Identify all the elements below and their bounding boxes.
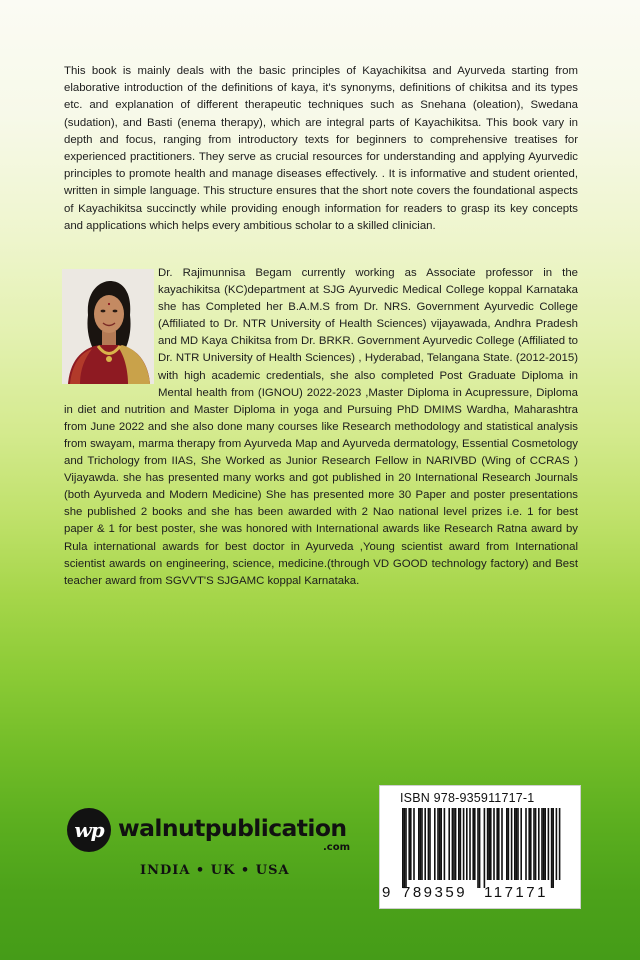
- barcode-bar: [404, 808, 406, 888]
- barcode-bar: [556, 808, 558, 880]
- barcode-bar: [477, 808, 479, 888]
- barcode-bar: [551, 808, 553, 888]
- barcode-bar: [535, 808, 537, 880]
- publisher-name: walnutpublication: [118, 814, 347, 842]
- barcode-bar: [525, 808, 527, 880]
- publisher-countries: INDIA • UK • USA: [140, 863, 290, 878]
- barcode-bar: [538, 808, 540, 880]
- barcode-bar: [452, 808, 454, 880]
- barcode-bar: [455, 808, 457, 880]
- barcode-bar: [508, 808, 510, 880]
- barcode-bar: [444, 808, 446, 880]
- barcode-bar: [484, 808, 486, 888]
- barcode-bar: [434, 808, 436, 880]
- barcode-bar: [528, 808, 530, 880]
- barcode-digits: [380, 884, 580, 904]
- barcode-bar: [458, 808, 460, 880]
- barcode-bar: [506, 808, 508, 880]
- barcode-bar: [514, 808, 516, 880]
- barcode-bar: [413, 808, 415, 880]
- barcode-bar: [544, 808, 546, 880]
- barcode-bar: [460, 808, 462, 880]
- isbn-label: ISBN 978-935911717-1: [400, 791, 535, 805]
- barcode-bar: [541, 808, 543, 880]
- barcode-bar: [421, 808, 423, 880]
- walnut-publication-icon: wp: [67, 808, 111, 852]
- barcode-bar: [498, 808, 500, 880]
- photo-spacer: [64, 265, 158, 396]
- barcode-bar: [490, 808, 492, 880]
- barcode-bar: [439, 808, 441, 880]
- author-bio: [64, 265, 578, 590]
- barcode-bar: [501, 808, 503, 880]
- barcode-bar: [493, 808, 495, 880]
- barcode-bar: [429, 808, 431, 880]
- barcode-digit-first: 9: [382, 884, 391, 901]
- barcode-bar: [405, 808, 407, 888]
- barcode-bar: [517, 808, 519, 880]
- barcode-bar: [408, 808, 410, 880]
- publisher-domain-suffix: .com: [323, 842, 351, 853]
- barcode-digits-right: 117171: [484, 884, 548, 901]
- barcode-bar: [543, 808, 545, 880]
- barcode-bar: [474, 808, 476, 880]
- barcode-bar: [469, 808, 471, 880]
- barcode-bar: [487, 808, 489, 880]
- isbn-barcode-icon: [380, 806, 580, 888]
- isbn-barcode: [379, 785, 581, 909]
- barcode-bar: [448, 808, 450, 880]
- barcode-bar: [496, 808, 498, 880]
- barcode-bar: [488, 808, 490, 880]
- barcode-bar: [453, 808, 455, 880]
- barcode-bar: [402, 808, 404, 888]
- barcode-bar: [463, 808, 465, 880]
- barcode-bar: [437, 808, 439, 880]
- barcode-bar: [472, 808, 474, 880]
- barcode-bar: [530, 808, 532, 880]
- barcode-bar: [440, 808, 442, 880]
- barcode-bar: [424, 808, 426, 880]
- barcode-bar: [552, 808, 554, 888]
- barcode-bar: [410, 808, 412, 880]
- publisher-logo: [67, 808, 367, 888]
- barcode-digits-left: 789359: [402, 884, 468, 901]
- barcode-bar: [548, 808, 550, 880]
- barcode-bar: [479, 808, 481, 888]
- book-description: This book is mainly deals with the basic principles of Kayachikitsa and Ayurveda starting from elaborative introduction of the definitions of kaya, it's synonyms, definitions of chikitsa and its types etc. and explanation of different therapeutic techniques such as Snehana (oleation), Swedana (sudation), and Basti (enema therapy), which are integral parts of Kayachikitsa. This book vary in depth and focus, ranging from introductory texts for beginners to comprehensive treatises for experienced practitioners. They serve as crucial resources for understanding and applying Ayurvedic principles to promote health and manage diseases effectively. . It is informative and student oriented, written in simple language. This structure ensures that the short note covers the foundational aspects of Kayachikitsa succinctly while providing enough information for readers to grasp its key concepts and applications which helps every ambitious scholar to a skilled clinician.: [64, 65, 578, 232]
- barcode-bar: [420, 808, 422, 880]
- barcode-bar: [466, 808, 468, 880]
- barcode-bar: [520, 808, 522, 880]
- barcode-bar: [559, 808, 561, 880]
- barcode-bar: [511, 808, 513, 880]
- author-bio-text: Dr. Rajimunnisa Begam currently working as Associate professor in the kayachikitsa (KC)department at SJG Ayurvedic Medical College koppal Karnataka she has Completed her B.A.M.S from Dr. NRS. Government Ayurvedic College (Affiliated to Dr. NTR University of Health Sciences) vijayawada, Andhra Pradesh and MD Kaya Chikitsa from Dr. BRKR. Government Ayurvedic College (Affiliated to Dr. NTR University of Health Sciences) , Hyderabad, Telangana State. (2012-2015) with high academic credentials, she also completed Post Graduate Diploma in Mental health from (IGNOU) 2022-2023 ,Master Diploma in Acupressure, Diploma in diet and nutrition and Master Diploma in yoga and Pursuing PhD DMIMS Wardha, Maharashtra from June 2022 and she also done many courses like Research methodology and statistical analysis from swayam, marma therapy from Ayurveda Map and Ayurveda dermatology, Essential Cosmetology and Trichology from IIAS, She Worked as Junior Research Fellow in NARIVBD (Wing of CCRAS ) Vijayawda. she has presented many works and got published in 20 International Research Journals (both Ayurveda and Modern Medicine) She has presented more 30 Paper and poster presentations she published 2 books and she has been awarded with 2 Nao national level prizes i.e. 1 for best paper & 1 for best poster, she was honored with International awards like Research Ratna award by Rula international awards for best doctor in Ayurveda ,Young scientist award from International scientist awards on engineering, science, medicine.(through VD GOOD technology factory) and Best teacher award from SGVVT'S SJGAMC koppal Karnataka.: [64, 267, 578, 587]
- barcode-bar: [418, 808, 420, 880]
- barcode-bar: [516, 808, 518, 880]
- barcode-bar: [533, 808, 535, 880]
- barcode-bar: [428, 808, 430, 880]
